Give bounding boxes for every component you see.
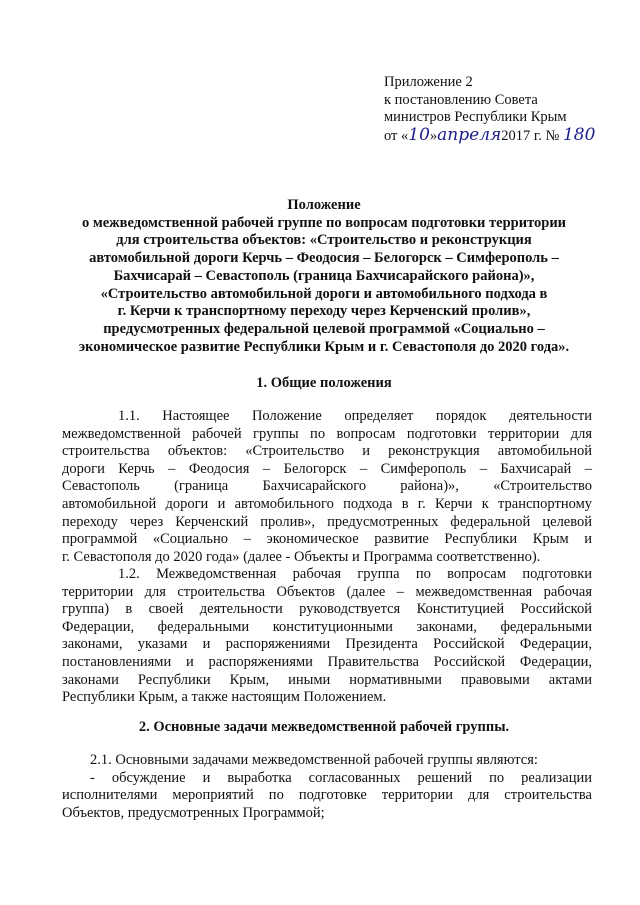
section-2-heading: 2. Основные задачи межведомственной рабочей группы. xyxy=(138,719,510,735)
date-year: 2017 г. № xyxy=(501,127,563,144)
text-line: г. Севастополя до 2020 года» (далее - Объекты и Программа соответственно). xyxy=(62,548,541,565)
title-line: автомобильной дороги Керчь – Феодосия – Белогорск – Симферополь – xyxy=(89,250,559,267)
annex-date-line xyxy=(384,124,624,146)
text-line: законами Республики Крым, иными нормативными правовыми актами xyxy=(62,671,592,688)
paragraph-1-1 xyxy=(62,408,592,566)
annex-line: Приложение 2 xyxy=(384,74,473,90)
title-line: «Строительство автомобильной дороги и автомобильного подхода в xyxy=(100,285,548,302)
text-line: переходу через Керченский пролив», предусмотренных федеральной целевой xyxy=(62,513,592,530)
title-line: Бахчисарай – Севастополь (граница Бахчисарайского района)», xyxy=(113,267,535,284)
section-1-heading: 1. Общие положения xyxy=(256,375,392,391)
annex-line: к постановлению Совета xyxy=(384,91,538,108)
text-line: дороги Керчь – Феодосия – Белогорск – Симферополь – Бахчисарай – xyxy=(62,460,592,477)
text-line: территории для строительства Объектов (далее – межведомственная рабочая xyxy=(62,583,592,600)
text-line: законами, указами и распоряжениями Президента Российской Федерации, xyxy=(62,636,592,653)
title-line: для строительства объектов: «Строительство и реконструкция xyxy=(116,232,532,249)
title-line: г. Керчи к транспортному переходу через Керченский пролив», xyxy=(117,303,531,320)
date-mid: » xyxy=(429,127,438,144)
text-line: постановлениями и распоряжениями Правительства Российской Федерации, xyxy=(62,653,592,670)
text-line: - обсуждение и выработка согласованных решений по реализации xyxy=(90,769,592,786)
title-line: экономическое развитие Республики Крым и г. Севастополя до 2020 года». xyxy=(78,338,570,355)
date-prefix: от « xyxy=(384,127,409,144)
text-line: Федерации, федеральными конституционными законами, федеральными xyxy=(62,618,592,635)
text-line: 1.1. Настоящее Положение определяет порядок деятельности xyxy=(118,408,592,424)
title-line: Положение xyxy=(287,197,361,213)
annex-block xyxy=(384,74,624,145)
handwritten-day: 10 xyxy=(408,124,430,145)
paragraph-1-2 xyxy=(62,566,592,707)
document-title xyxy=(56,197,592,356)
text-line: 1.2. Межведомственная рабочая группа по вопросам подготовки xyxy=(118,566,592,582)
text-line: Севастополь (граница Бахчисарайского района)», «Строительство xyxy=(62,478,592,495)
text-line: Объектов, предусмотренных Программой; xyxy=(62,804,325,821)
text-line: автомобильной дороги и автомобильного подхода в г. Керчи к транспортному xyxy=(62,495,592,512)
annex-line: министров Республики Крым xyxy=(384,109,567,125)
title-line: о межведомственной рабочей группе по вопросам подготовки территории xyxy=(81,214,567,231)
text-line: Республики Крым, а также настоящим Положением. xyxy=(62,689,387,706)
handwritten-number: 180 xyxy=(562,124,596,145)
text-line: межведомственной рабочей группы по вопросам подготовки территории для xyxy=(62,425,592,442)
handwritten-month: апреля xyxy=(437,124,502,145)
text-line: программой «Социально – экономическое развитие Республики Крым и xyxy=(62,531,592,548)
paragraph-2-1 xyxy=(62,752,592,822)
text-line: 2.1. Основными задачами межведомственной рабочей группы являются: xyxy=(90,752,538,768)
title-line: предусмотренных федеральной целевой программой «Социально – xyxy=(103,320,545,337)
text-line: строительства объектов: «Строительство и реконструкция автомобильной xyxy=(62,443,592,460)
text-line: группа) в своей деятельности руководствуется Конституцией Российской xyxy=(62,601,592,618)
text-line: исполнителями мероприятий по подготовке территории для строительства xyxy=(62,787,592,804)
